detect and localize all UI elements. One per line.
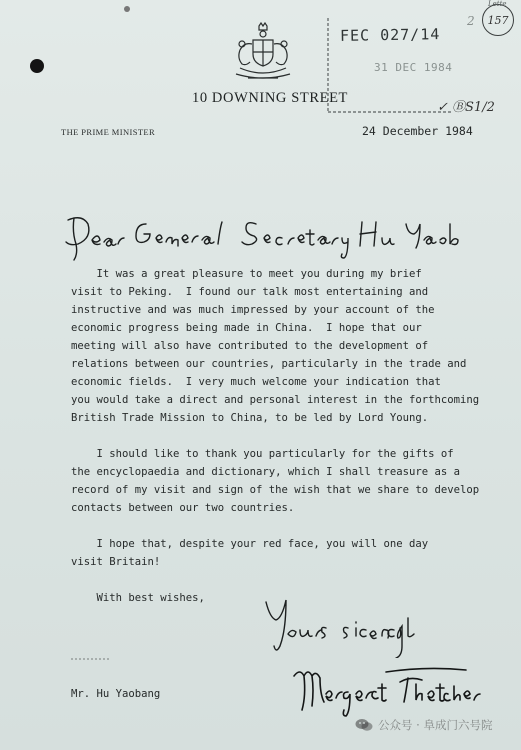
body-line: I hope that, despite your red face, you will one day — [71, 538, 429, 550]
body-line: record of my visit and sign of the wish that we share to develop — [71, 484, 480, 496]
body-line: economic fields. I very much welcome your indication that — [71, 376, 441, 388]
watermark — [355, 717, 492, 733]
body-line: I should like to thank you particularly for the gifts of — [71, 448, 454, 460]
circled-folio-number: 157 — [482, 4, 514, 36]
body-line: contacts between our two countries. — [71, 502, 295, 514]
letter-date: 24 December 1984 — [362, 124, 473, 138]
handwritten-closing — [262, 598, 432, 658]
punch-hole-mark — [124, 6, 130, 12]
top-scrawl: Lette — [488, 0, 507, 8]
watermark-text: 公众号 · 阜成门六号院 — [378, 718, 493, 732]
body-line: meeting will also have contributed to the development of — [71, 340, 429, 352]
handwritten-salutation — [60, 210, 460, 266]
letterhead-address: 10 DOWNING STREET — [192, 90, 348, 106]
royal-crest-icon — [228, 22, 298, 84]
body-line: relations between our countries, particularly in the trade and — [71, 358, 467, 370]
body-line: the encyclopaedia and dictionary, which I shall treasure as a — [71, 466, 461, 478]
letter-body — [71, 265, 511, 607]
body-line: visit to Peking. I found our talk most entertaining and — [71, 286, 429, 298]
ref-handwritten-mark: ✓ ⒷS1/2 — [437, 100, 495, 115]
recipient-name: Mr. Hu Yaobang — [71, 688, 161, 700]
body-line: instructive and was much impressed by your account of the — [71, 304, 435, 316]
stamp-reference: FEC 027/14 — [339, 25, 441, 45]
body-line: economic progress being made in China. I hope that our — [71, 322, 422, 334]
body-line: With best wishes, — [71, 592, 205, 604]
signature-script-icon — [290, 662, 490, 720]
body-line: visit Britain! — [71, 556, 161, 568]
body-line: you would take a direct and personal interest in the forthcoming — [71, 394, 480, 406]
paragraph-gap — [71, 517, 511, 535]
punch-hole — [30, 59, 44, 73]
body-line: It was a great pleasure to meet you during my brief — [71, 268, 422, 280]
stamp-date: 31 DEC 1984 — [374, 61, 453, 74]
paragraph-gap — [71, 571, 511, 589]
wechat-icon — [355, 718, 373, 732]
paragraph-gap — [71, 427, 511, 445]
top-handwritten-mark: 2 — [467, 14, 475, 28]
salutation-script-icon — [60, 210, 460, 266]
body-line: British Trade Mission to China, to be led by Lord Young. — [71, 412, 429, 424]
file-mark — [71, 646, 109, 650]
sender-title: THE PRIME MINISTER — [61, 127, 156, 137]
signature — [290, 662, 490, 720]
closing-script-icon — [262, 598, 432, 658]
